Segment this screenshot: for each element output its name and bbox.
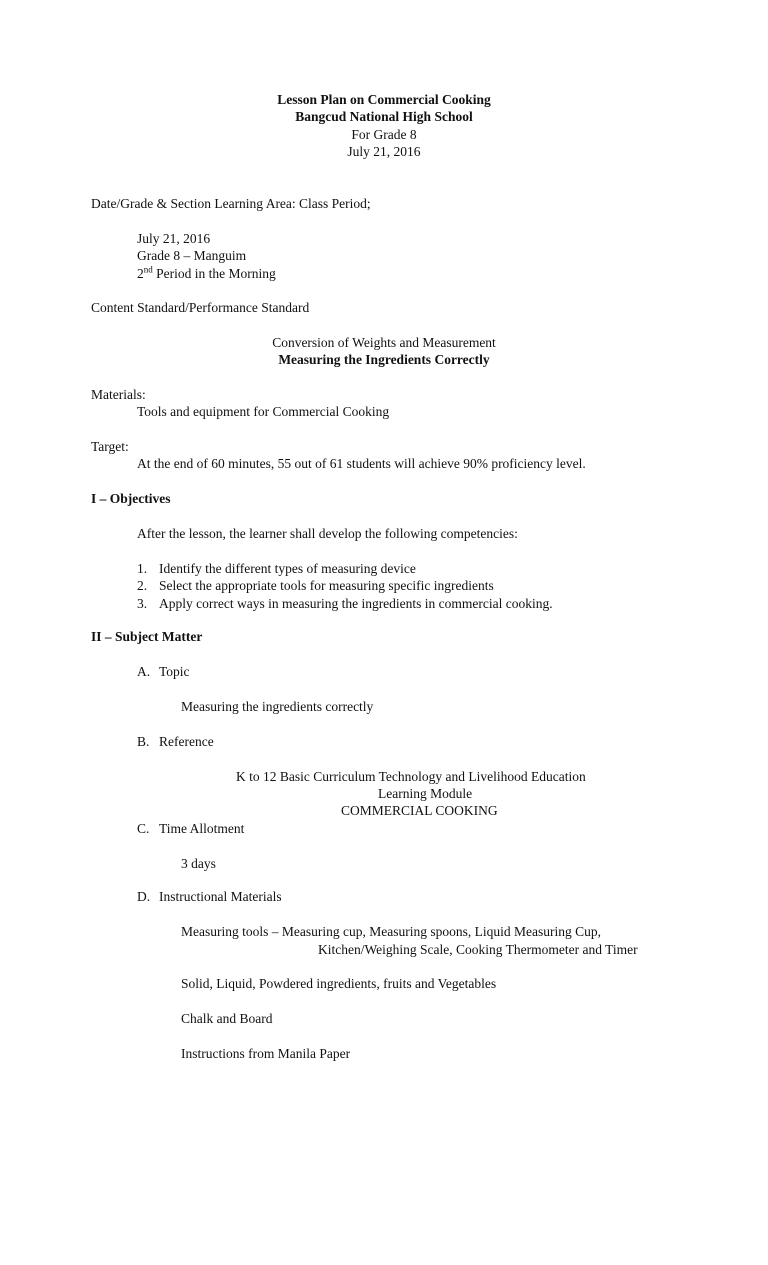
time-label: Time Allotment: [159, 821, 245, 836]
period-number: 2: [137, 266, 144, 281]
content-standard-line2: Measuring the Ingredients Correctly: [278, 352, 490, 367]
time-text: 3 days: [181, 856, 216, 871]
instructional-board: Chalk and Board: [181, 1011, 273, 1026]
header-date: July 21, 2016: [347, 144, 421, 159]
reference-heading: [137, 733, 214, 750]
school-name: Bangcud National High School: [295, 109, 473, 124]
instructional-letter: D.: [137, 889, 151, 904]
reference-line1: K to 12 Basic Curriculum Technology and Livelihood Education: [236, 769, 586, 784]
info-label: Date/Grade & Section Learning Area: Class Period;: [91, 196, 371, 211]
info-period: [137, 265, 276, 282]
time-letter: C.: [137, 821, 150, 836]
topic-text: Measuring the ingredients correctly: [181, 699, 374, 714]
reference-letter: B.: [137, 734, 150, 749]
content-standard-label: Content Standard/Performance Standard: [91, 300, 310, 315]
instructional-instructions: Instructions from Manila Paper: [181, 1046, 351, 1061]
objective-item: [137, 577, 494, 594]
time-heading: [137, 820, 244, 837]
objective-item: [137, 595, 553, 612]
materials-label: Materials:: [91, 387, 146, 402]
document-title: Lesson Plan on Commercial Cooking: [277, 92, 491, 107]
objective-text: Apply correct ways in measuring the ingredients in commercial cooking.: [159, 596, 553, 611]
objective-text: Select the appropriate tools for measuring specific ingredients: [159, 578, 494, 593]
instructional-tools-line2: Kitchen/Weighing Scale, Cooking Thermometer and Timer: [318, 942, 638, 957]
target-label: Target:: [91, 439, 129, 454]
subject-matter-heading: II – Subject Matter: [91, 629, 203, 644]
reference-line2: Learning Module: [378, 786, 473, 801]
objective-text: Identify the different types of measuring device: [159, 561, 416, 576]
materials-text: Tools and equipment for Commercial Cooking: [137, 404, 390, 419]
instructional-tools-line1: Measuring tools – Measuring cup, Measuring spoons, Liquid Measuring Cup,: [181, 924, 601, 939]
instructional-heading: [137, 888, 282, 905]
content-standard-line1: Conversion of Weights and Measurement: [272, 335, 496, 350]
objective-number: 2.: [137, 578, 148, 593]
reference-line3: COMMERCIAL COOKING: [341, 803, 498, 818]
objective-number: 3.: [137, 596, 148, 611]
topic-label: Topic: [159, 664, 190, 679]
period-suffix: nd: [143, 264, 153, 275]
objectives-heading: I – Objectives: [91, 491, 171, 506]
reference-label: Reference: [159, 734, 214, 749]
instructional-ingredients: Solid, Liquid, Powdered ingredients, fruits and Vegetables: [181, 976, 497, 991]
grade-line: For Grade 8: [351, 127, 417, 142]
info-grade-section: Grade 8 – Manguim: [137, 248, 247, 263]
topic-heading: [137, 663, 190, 680]
topic-letter: A.: [137, 664, 151, 679]
info-date: July 21, 2016: [137, 231, 211, 246]
target-text: At the end of 60 minutes, 55 out of 61 students will achieve 90% proficiency level.: [137, 456, 586, 471]
instructional-label: Instructional Materials: [159, 889, 282, 904]
objective-number: 1.: [137, 561, 148, 576]
period-text: Period in the Morning: [152, 266, 276, 281]
objectives-intro: After the lesson, the learner shall develop the following competencies:: [137, 526, 518, 541]
objective-item: [137, 560, 416, 577]
